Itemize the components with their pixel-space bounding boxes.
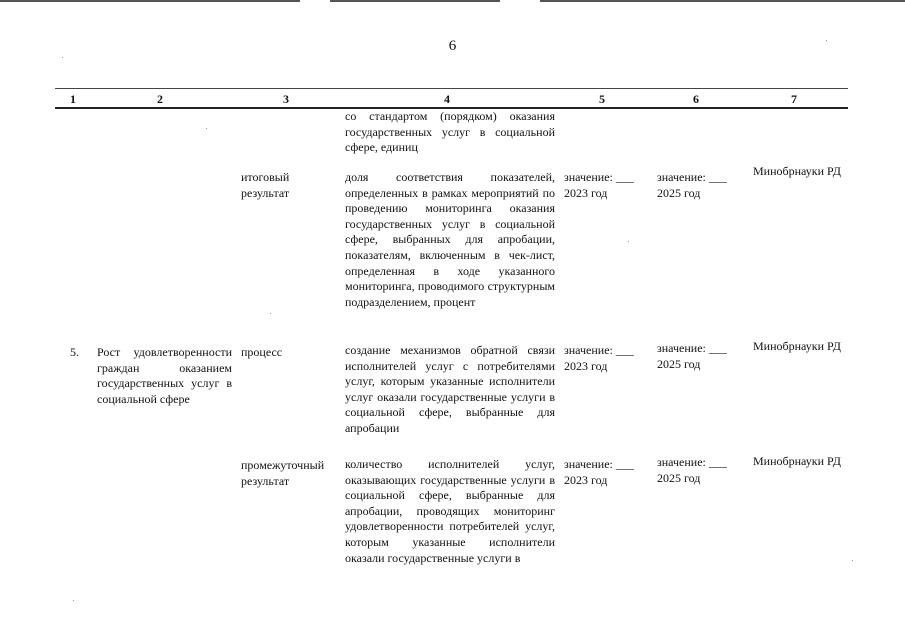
intermediate-result-indicator: количество исполнителей услуг, оказывающих государственные услуги в социальной сфере, выбранные для апробации, проводящих мониторинг удовлетворенности потребителей услуг, которым указанные исполнители оказали государственные услуги в <box>345 457 555 565</box>
baseline-value-2023: значение: ___ 2023 год <box>564 343 634 373</box>
goal-text: Рост удовлетворенности граждан оказанием государственных услуг в социальной сфере <box>97 345 232 406</box>
responsible-agency: Минобрнауки РД <box>753 454 841 468</box>
final-result-indicator: доля соответствия показателей, определенных в рамках мероприятий по проведению мониторинга оказания государственных услуг в социальной сфере, выбранных для апробации, показателям, включенным в чек-лист, определенная в ходе указанного мониторинга, проводимого структурным подразделением, процент <box>345 170 555 309</box>
column-number-3: 3 <box>283 92 289 106</box>
responsible-agency: Минобрнауки РД <box>753 164 841 178</box>
page-number: 6 <box>448 38 457 54</box>
target-value-2025: значение: ___ 2025 год <box>657 170 727 200</box>
target-value-2025: значение: ___ 2025 год <box>657 455 727 485</box>
scan-top-edge <box>0 0 905 3</box>
scan-speck <box>73 600 74 601</box>
baseline-value-2023: значение: ___ 2023 год <box>564 457 634 487</box>
scan-speck <box>826 40 827 41</box>
result-type-intermediate: промежуточный результат <box>241 458 325 488</box>
scan-speck <box>270 313 271 314</box>
process-indicator: создание механизмов обратной связи исполнителей услуг с потребителями услуг, которым указанные исполнители услуг оказали государственные услуги в социальной сфере, выбранные для апробации <box>345 343 555 435</box>
scan-speck <box>62 57 63 58</box>
responsible-agency: Минобрнауки РД <box>753 339 841 353</box>
result-type-process: процесс <box>241 345 283 359</box>
continued-indicator-text: со стандартом (порядком) оказания государственных услуг в социальной сфере, единиц <box>345 109 555 155</box>
scan-speck <box>852 560 853 561</box>
baseline-value-2023: значение: ___ 2023 год <box>564 170 634 200</box>
column-number-1: 1 <box>70 92 76 106</box>
result-type-final: итоговый результат <box>241 170 290 200</box>
scan-speck <box>206 128 207 129</box>
target-value-2025: значение: ___ 2025 год <box>657 341 727 371</box>
scan-speck <box>628 241 629 242</box>
column-number-7: 7 <box>791 92 797 106</box>
column-number-4: 4 <box>444 92 450 106</box>
column-number-2: 2 <box>157 92 163 106</box>
column-number-5: 5 <box>599 92 605 106</box>
header-top-rule <box>55 88 848 89</box>
column-number-6: 6 <box>693 92 699 106</box>
row-number: 5. <box>70 345 79 359</box>
